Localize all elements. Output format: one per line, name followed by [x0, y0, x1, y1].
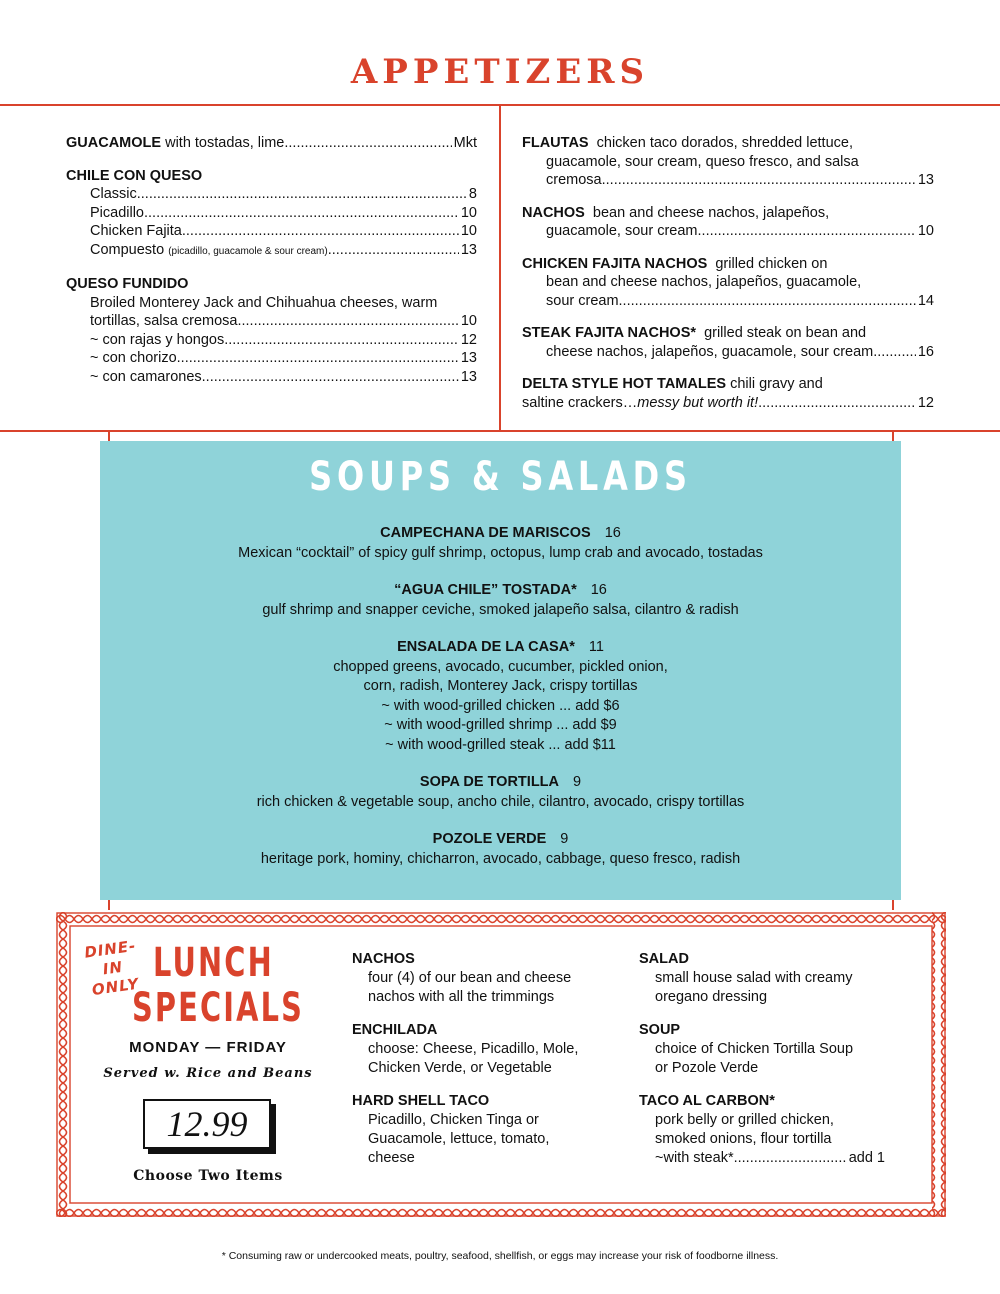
soup-item-name: POZOLE VERDE: [432, 831, 547, 847]
leader-dots: [758, 394, 916, 413]
menu-item-steak-fajita-nachos: [522, 324, 934, 343]
lunch-item-name: ENCHILADA: [352, 1022, 438, 1038]
soup-item-desc: ~ with wood-grilled steak ... add $11: [385, 736, 616, 753]
item-note: (picadillo, guacamole & sour cream): [168, 245, 328, 257]
lunch-right-column: [639, 950, 885, 1168]
lunch-item-desc: four (4) of our bean and cheese: [368, 970, 572, 986]
item-price: 10: [917, 223, 934, 239]
menu-item: [66, 331, 477, 350]
item-price: 12: [917, 394, 934, 411]
item-label: Picadillo: [90, 204, 144, 221]
only-text: ONLY: [90, 974, 141, 1000]
item-label: Chicken Fajita: [90, 223, 182, 239]
lunch-item-addon: [639, 1149, 885, 1168]
lunch-item-desc: Picadillo, Chicken Tinga or: [368, 1112, 539, 1128]
lunch-item-desc: nachos with all the trimmings: [368, 989, 555, 1005]
item-name: CHICKEN FAJITA NACHOS: [522, 255, 708, 272]
leader-dots: [202, 368, 459, 387]
item-name: FLAUTAS: [522, 135, 589, 151]
soup-item-name: ENSALADA DE LA CASA*: [397, 639, 575, 655]
soup-item-heading: [100, 524, 901, 544]
soup-item-name: CAMPECHANA DE MARISCOS: [380, 525, 591, 541]
divider-bottom: [0, 430, 1000, 432]
item-price: 10: [460, 223, 477, 239]
item-desc: Broiled Monterey Jack and Chihuahua cheeses, warm: [90, 294, 438, 311]
soup-item-heading: [100, 830, 901, 850]
leader-dots: [177, 349, 459, 368]
appetizers-title: APPETIZERS: [350, 52, 650, 92]
menu-item: [66, 349, 477, 368]
soup-item-desc: heritage pork, hominy, chicharron, avocado, cabbage, queso fresco, radish: [260, 850, 741, 867]
item-desc: cheese nachos, jalapeños, guacamole, sour cream: [546, 343, 874, 360]
dine-in-text: DINE-IN: [83, 936, 138, 979]
item-desc: grilled steak on bean and: [696, 325, 867, 341]
item-price: 10: [460, 313, 477, 329]
lunch-item-desc: Chicken Verde, or Vegetable: [368, 1060, 552, 1076]
item-label: ~ con camarones: [90, 368, 202, 385]
item-tagline: messy but worth it!: [637, 394, 759, 411]
specials-heading: SPECIALS: [132, 985, 305, 1031]
leader-dots: [619, 292, 916, 311]
item-desc: bean and cheese nachos, jalapeños, guacamole,: [546, 274, 862, 290]
menu-item-guacamole: [66, 134, 477, 153]
menu-item-compuesto: [66, 241, 477, 262]
divider-center: [499, 104, 501, 430]
lunch-price: 12.99: [143, 1099, 271, 1149]
soup-item-price: 16: [604, 525, 621, 541]
item-desc: tortillas, salsa cremosa: [90, 313, 238, 329]
soup-item-price: 9: [560, 831, 569, 847]
soup-item-heading: [100, 638, 901, 658]
leader-dots: [734, 1149, 847, 1168]
item-desc: saltine crackers…: [522, 394, 638, 411]
menu-item: [522, 171, 934, 190]
soup-item-heading: [100, 773, 901, 793]
item-desc: grilled chicken on: [707, 255, 828, 272]
menu-item-flautas: [522, 134, 934, 153]
menu-item: [66, 204, 477, 223]
menu-item: [522, 292, 934, 311]
lunch-item-desc: pork belly or grilled chicken,: [655, 1112, 834, 1128]
lunch-item-name: NACHOS: [352, 951, 415, 967]
item-desc: sour cream: [546, 292, 619, 309]
item-desc: bean and cheese nachos, jalapeños,: [584, 204, 830, 221]
lunch-heading: LUNCH: [153, 940, 274, 986]
soup-item-desc: rich chicken & vegetable soup, ancho chile, cilantro, avocado, crispy tortillas: [256, 793, 745, 810]
item-price: 13: [460, 350, 477, 366]
leader-dots: [284, 134, 451, 153]
item-price: 12: [460, 331, 477, 348]
item-label: ~ con rajas y hongos: [90, 331, 225, 348]
appetizers-right-column: [522, 134, 934, 412]
item-price: 10: [460, 204, 477, 221]
soup-item-name: SOPA DE TORTILLA: [419, 774, 560, 790]
menu-item: [66, 368, 477, 387]
lunch-item-name: TACO AL CARBON*: [639, 1093, 775, 1109]
soup-item-desc: corn, radish, Monterey Jack, crispy tortillas: [363, 678, 638, 694]
soup-item-desc: ~ with wood-grilled chicken ... add $6: [381, 697, 620, 714]
lunch-item-desc: smoked onions, flour tortilla: [655, 1131, 832, 1147]
soup-item-price: 16: [590, 582, 607, 598]
lunch-item-desc: Guacamole, lettuce, tomato,: [368, 1131, 550, 1147]
menu-item: [522, 343, 934, 362]
item-price: 13: [917, 172, 934, 188]
soup-item-price: 11: [588, 639, 604, 655]
section-queso-fundido: QUESO FUNDIDO: [66, 276, 189, 292]
lunch-middle-column: [352, 950, 612, 1168]
item-price: Mkt: [453, 135, 477, 151]
item-name: NACHOS: [522, 204, 585, 221]
item-price: 16: [917, 343, 934, 360]
menu-item: [522, 222, 934, 241]
item-name: STEAK FAJITA NACHOS*: [522, 325, 697, 341]
lunch-days: MONDAY — FRIDAY: [129, 1039, 287, 1056]
item-desc: guacamole, sour cream, queso fresco, and salsa: [546, 153, 859, 170]
soup-item-desc: chopped greens, avocado, cucumber, pickled onion,: [333, 658, 668, 675]
lunch-item-name: SOUP: [639, 1022, 681, 1038]
lunch-item-desc: choose: Cheese, Picadillo, Mole,: [368, 1041, 579, 1057]
lunch-served: Served w. Rice and Beans: [103, 1066, 313, 1081]
footnote: * Consuming raw or undercooked meats, poultry, seafood, shellfish, or eggs may increase your risk of foodborne illness.: [221, 1250, 779, 1262]
lunch-item-desc: or Pozole Verde: [655, 1060, 759, 1076]
item-price: 13: [460, 368, 477, 385]
soups-title: SOUPS & SALADS: [309, 454, 692, 500]
addon-label: ~with steak*: [655, 1150, 734, 1166]
leader-dots: [873, 343, 916, 362]
soup-item-name: “AGUA CHILE” TOSTADA*: [394, 582, 577, 598]
item-desc: with tostadas, lime: [161, 135, 285, 151]
menu-item-nachos: [522, 204, 934, 223]
leader-dots: [602, 171, 916, 190]
lunch-item-desc: small house salad with creamy: [655, 970, 853, 986]
soup-item-price: 9: [573, 774, 582, 790]
soup-item-desc: ~ with wood-grilled shrimp ... add $9: [384, 717, 617, 733]
addon-price: add 1: [848, 1150, 885, 1166]
item-name: DELTA STYLE HOT TAMALES: [522, 376, 727, 392]
item-price: 13: [460, 241, 477, 258]
leader-dots: [698, 222, 916, 241]
soups-list: [100, 524, 901, 869]
menu-item: [66, 312, 477, 331]
menu-item-chicken-fajita-nachos: [522, 255, 934, 274]
menu-item: [522, 394, 934, 413]
lunch-item-name: SALAD: [639, 951, 689, 967]
appetizers-left-column: [66, 134, 477, 386]
soup-item-heading: [100, 581, 901, 601]
lunch-item-desc: oregano dressing: [655, 989, 768, 1005]
soup-item-desc: gulf shrimp and snapper ceviche, smoked jalapeño salsa, cilantro & radish: [262, 601, 739, 618]
menu-item: [66, 185, 477, 204]
menu-item-tamales: [522, 375, 934, 394]
menu-item: [66, 222, 477, 241]
lunch-item-desc: choice of Chicken Tortilla Soup: [655, 1041, 854, 1057]
item-desc: chili gravy and: [726, 376, 823, 392]
item-name: GUACAMOLE: [66, 135, 162, 151]
item-label: ~ con chorizo: [90, 350, 177, 366]
item-price: 8: [468, 186, 477, 202]
leader-dots: [328, 241, 459, 260]
leader-dots: [237, 312, 458, 331]
leader-dots: [144, 204, 459, 223]
lunch-item-name: HARD SHELL TACO: [352, 1093, 490, 1109]
lunch-item-desc: cheese: [368, 1150, 415, 1166]
choose-two: Choose Two Items: [133, 1168, 283, 1184]
leader-dots: [224, 331, 459, 350]
leader-dots: [137, 185, 467, 204]
item-label: Compuesto: [90, 241, 165, 258]
leader-dots: [182, 222, 459, 241]
item-desc: cremosa: [546, 172, 602, 188]
section-chile-con-queso: CHILE CON QUESO: [66, 167, 203, 184]
soup-item-desc: Mexican “cocktail” of spicy gulf shrimp, octopus, lump crab and avocado, tostadas: [238, 544, 763, 561]
item-label: Classic: [90, 186, 137, 202]
item-desc: guacamole, sour cream: [546, 223, 698, 239]
item-price: 14: [917, 292, 934, 309]
item-desc: chicken taco dorados, shredded lettuce,: [588, 135, 853, 151]
